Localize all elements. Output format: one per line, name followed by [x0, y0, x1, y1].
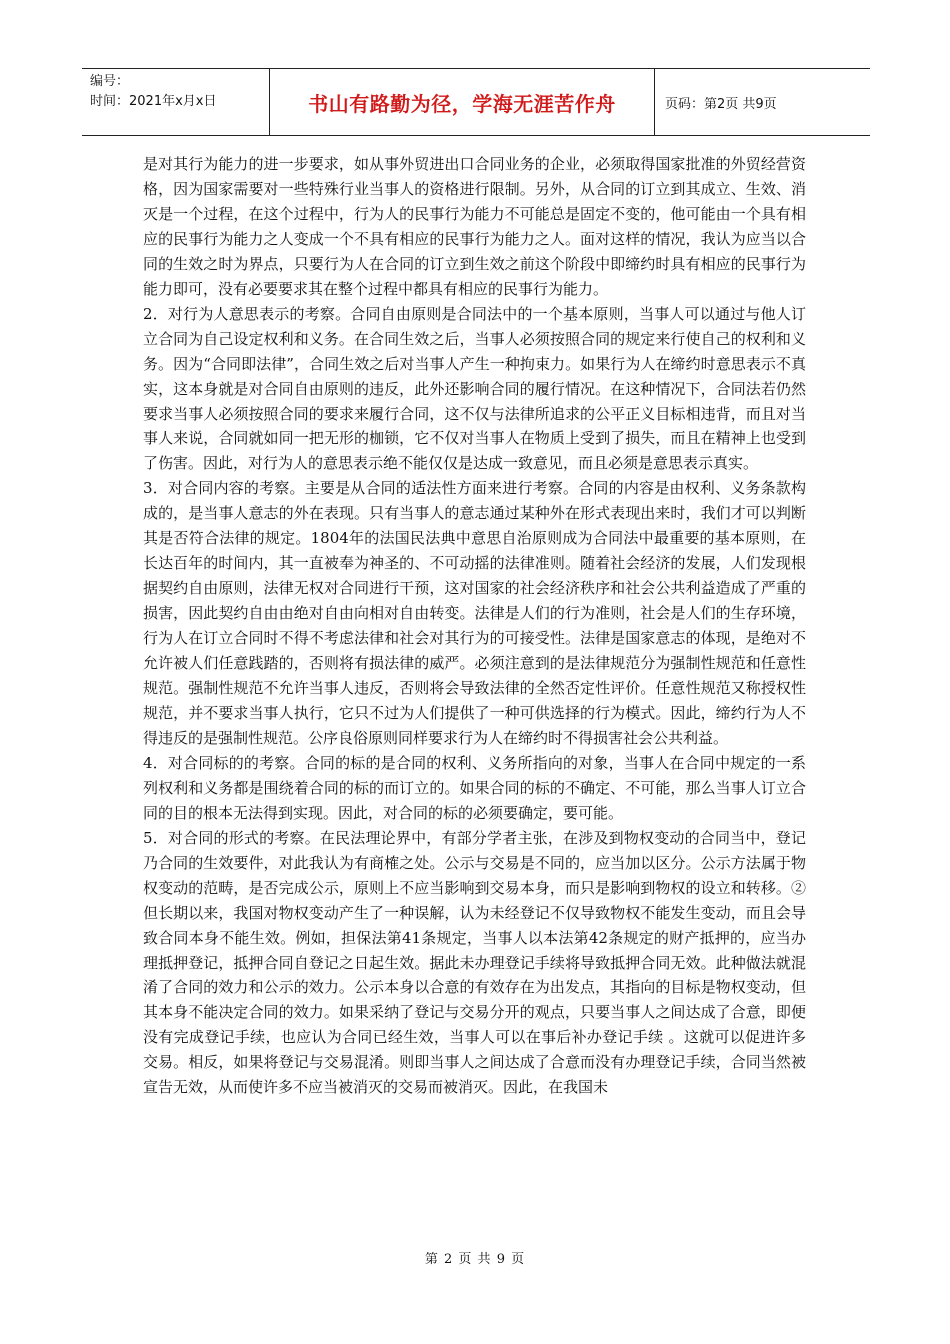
document-body: [143, 152, 806, 1100]
header-meta: [82, 69, 270, 135]
paragraph-intent-review: 2．对行为人意思表示的考察。合同自由原则是合同法中的一个基本原则，当事人可以通过与他人订立合同为自己设定权利和义务。在合同生效之后，当事人必须按照合同的规定来行使自己的权利和义务。因为“合同即法律”，合同生效之后对当事人产生一种拘束力。如果行为人在缔约时意思表示不真实，这本身就是对合同自由原则的违反，此外还影响合同的履行情况。在这种情况下，合同法若仍然要求当事人必须按照合同的要求来履行合同，这不仅与法律所追求的公平正义目标相违背，而且对当事人来说，合同就如同一把无形的枷锁，它不仅对当事人在物质上受到了损失，而且在精神上也受到了伤害。因此，对行为人的意思表示绝不能仅仅是达成一致意见，而且必须是意思表示真实。: [143, 304, 806, 473]
page-header: [82, 68, 870, 136]
header-motto: 书山有路勤为径，学海无涯苦作舟: [270, 69, 655, 135]
paragraph-subject-review: 4．对合同标的的考察。合同的标的是合同的权利、义务所指向的对象，当事人在合同中规定的一系列权利和义务都是围绕着合同的标的而订立的。如果合同的标的不确定、不可能，那么当事人订立合同的目的根本无法得到实现。因此，对合同的标的必须要确定，要可能。: [143, 753, 806, 822]
paragraph-content-review: 3．对合同内容的考察。主要是从合同的适法性方面来进行考察。合同的内容是由权利、义务条款构成的，是当事人意志的外在表现。只有当事人的意志通过某种外在形式表现出来时，我们才可以判断其是否符合法律的规定。1804年的法国民法典中意思自治原则成为合同法中最重要的基本原则，在长达百年的时间内，其一直被奉为神圣的、不可动摇的法律准则。随着社会经济的发展，人们发现根据契约自由原则，法律无权对合同进行干预，这对国家的社会经济秩序和社会公共利益造成了严重的损害，因此契约自由由绝对自由向相对自由转变。法律是人们的行为准则，社会是人们的生存环境，行为人在订立合同时不得不考虑法律和社会对其行为的可接受性。法律是国家意志的体现，是绝对不允许被人们任意践踏的，否则将有损法律的威严。必须注意到的是法律规范分为强制性规范和任意性规范。强制性规范不允许当事人违反，否则将会导致法律的全然否定性评价。任意性规范又称授权性规范，并不要求当事人执行，它只不过为人们提供了一种可供选择的行为模式。因此，缔约行为人不得违反的是强制性规范。公序良俗原则同样要求行为人在缔约时不得损害社会公共利益。: [143, 479, 806, 747]
page-footer: 第 2 页 共 9 页: [424, 1252, 526, 1267]
paragraph-form-review: 5．对合同的形式的考察。在民法理论界中，有部分学者主张，在涉及到物权变动的合同当中，登记乃合同的生效要件，对此我认为有商榷之处。公示与交易是不同的，应当加以区分。公示方法属于物权变动的范畴，是否完成公示，原则上不应当影响到交易本身，而只是影响到物权的设立和转移。②但长期以来，我国对物权变动产生了一种误解，认为未经登记不仅导致物权不能发生变动，而且会导致合同本身不能生效。例如，担保法第41条规定，当事人以本法第42条规定的财产抵押的，应当办理抵押登记，抵押合同自登记之日起生效。据此未办理登记手续将导致抵押合同无效。此种做法就混淆了合同的效力和公示的效力。公示本身以合意的有效存在为出发点，其指向的目标是物权变动，但其本身不能决定合同的效力。如果采纳了登记与交易分开的观点，只要当事人之间达成了合意，即便没有完成登记手续，也应认为合同已经生效，当事人可以在事后补办登记手续 。这就可以促进许多交易。相反，如果将登记与交易混淆。则即当事人之间达成了合意而没有办理登记手续，合同当然被宣告无效，从而使许多不应当被消灭的交易而被消灭。因此，在我国未: [143, 828, 806, 1097]
header-page-number: 页码：第2页 共9页: [665, 96, 777, 112]
document-date-label: 时间：2021年x月x日: [90, 94, 217, 109]
paragraph-continuation: 是对其行为能力的进一步要求，如从事外贸进出口合同业务的企业，必须取得国家批准的外贸经营资格，因为国家需要对一些特殊行业当事人的资格进行限制。另外，从合同的订立到其成立、生效、消灭是一个过程，在这个过程中，行为人的民事行为能力不可能总是固定不变的，他可能由一个具有相应的民事行为能力之人变成一个不具有相应的民事行为能力之人。面对这样的情况，我认为应当以合同的生效之时为界点，只要行为人在合同的订立到生效之前这个阶段中即缔约时具有相应的民事行为能力即可，没有必要要求其在整个过程中都具有相应的民事行为能力。: [143, 155, 806, 298]
document-number-label: 编号：: [90, 74, 130, 89]
